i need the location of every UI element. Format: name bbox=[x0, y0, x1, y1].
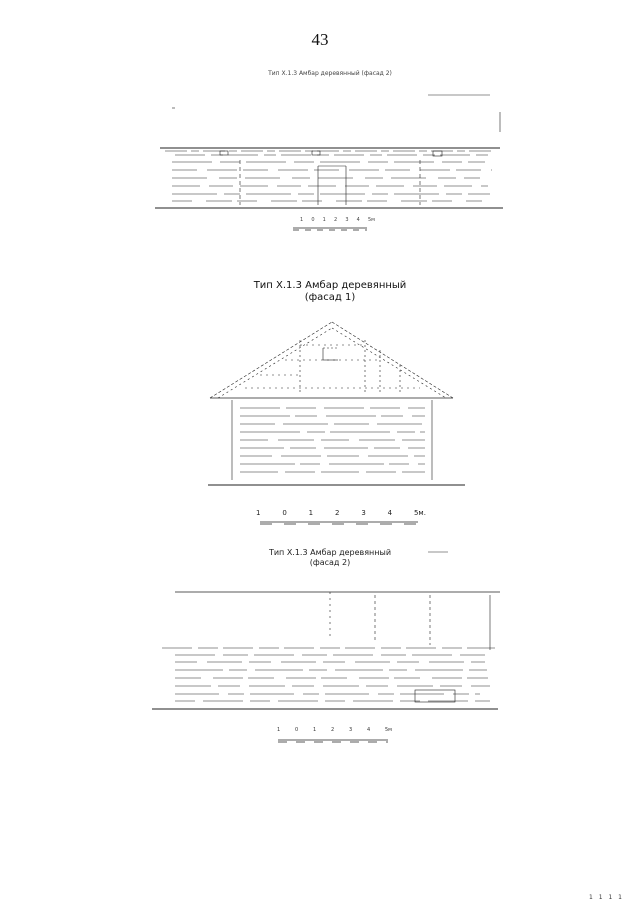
figure-caption-2-line2: (фасад 1) bbox=[304, 292, 356, 303]
page-number: 43 bbox=[311, 30, 329, 49]
scale-1-label: 0 bbox=[311, 217, 315, 223]
scale-2-label: 4 bbox=[387, 509, 393, 517]
scale-1-label: 4 bbox=[356, 217, 360, 223]
scale-2-label: 1 bbox=[256, 509, 261, 517]
scale-3-label: 1 bbox=[313, 727, 317, 733]
scale-3-label: 0 bbox=[295, 727, 299, 733]
figure-caption-1-line1: Тип Х.1.3 Амбар деревянный (фасад 2) bbox=[268, 70, 392, 77]
scale-3-label: 2 bbox=[331, 727, 335, 733]
scale-2-label: 2 bbox=[334, 509, 340, 517]
scale-3-label: 1 bbox=[277, 727, 281, 733]
scale-1-label: 2 bbox=[333, 217, 338, 223]
scale-bar-3 bbox=[277, 727, 392, 733]
figure-caption-3-line2: (фасад 2) bbox=[309, 557, 351, 567]
scale-2-label: 3 bbox=[361, 509, 366, 517]
footer-mark: 1 1 1 1 bbox=[589, 894, 624, 901]
scale-3-label: 4 bbox=[367, 727, 371, 733]
figure-caption-3-line1: Тип Х.1.3 Амбар деревянный bbox=[268, 548, 392, 557]
scale-2-label: 1 bbox=[308, 509, 314, 517]
scale-2-label: 0 bbox=[282, 509, 287, 517]
scale-3-label: 3 bbox=[349, 727, 353, 733]
scale-1-label: 3 bbox=[345, 217, 349, 223]
scale-2-label: 5м. bbox=[413, 509, 426, 517]
scale-1-label: 5м bbox=[367, 217, 375, 223]
scale-1-label: 1 bbox=[322, 217, 326, 223]
figure-caption-2-line1: Тип Х.1.3 Амбар деревянный bbox=[253, 280, 407, 291]
scale-3-label: 5м bbox=[385, 727, 392, 733]
scale-1-label: 1 bbox=[300, 217, 304, 223]
